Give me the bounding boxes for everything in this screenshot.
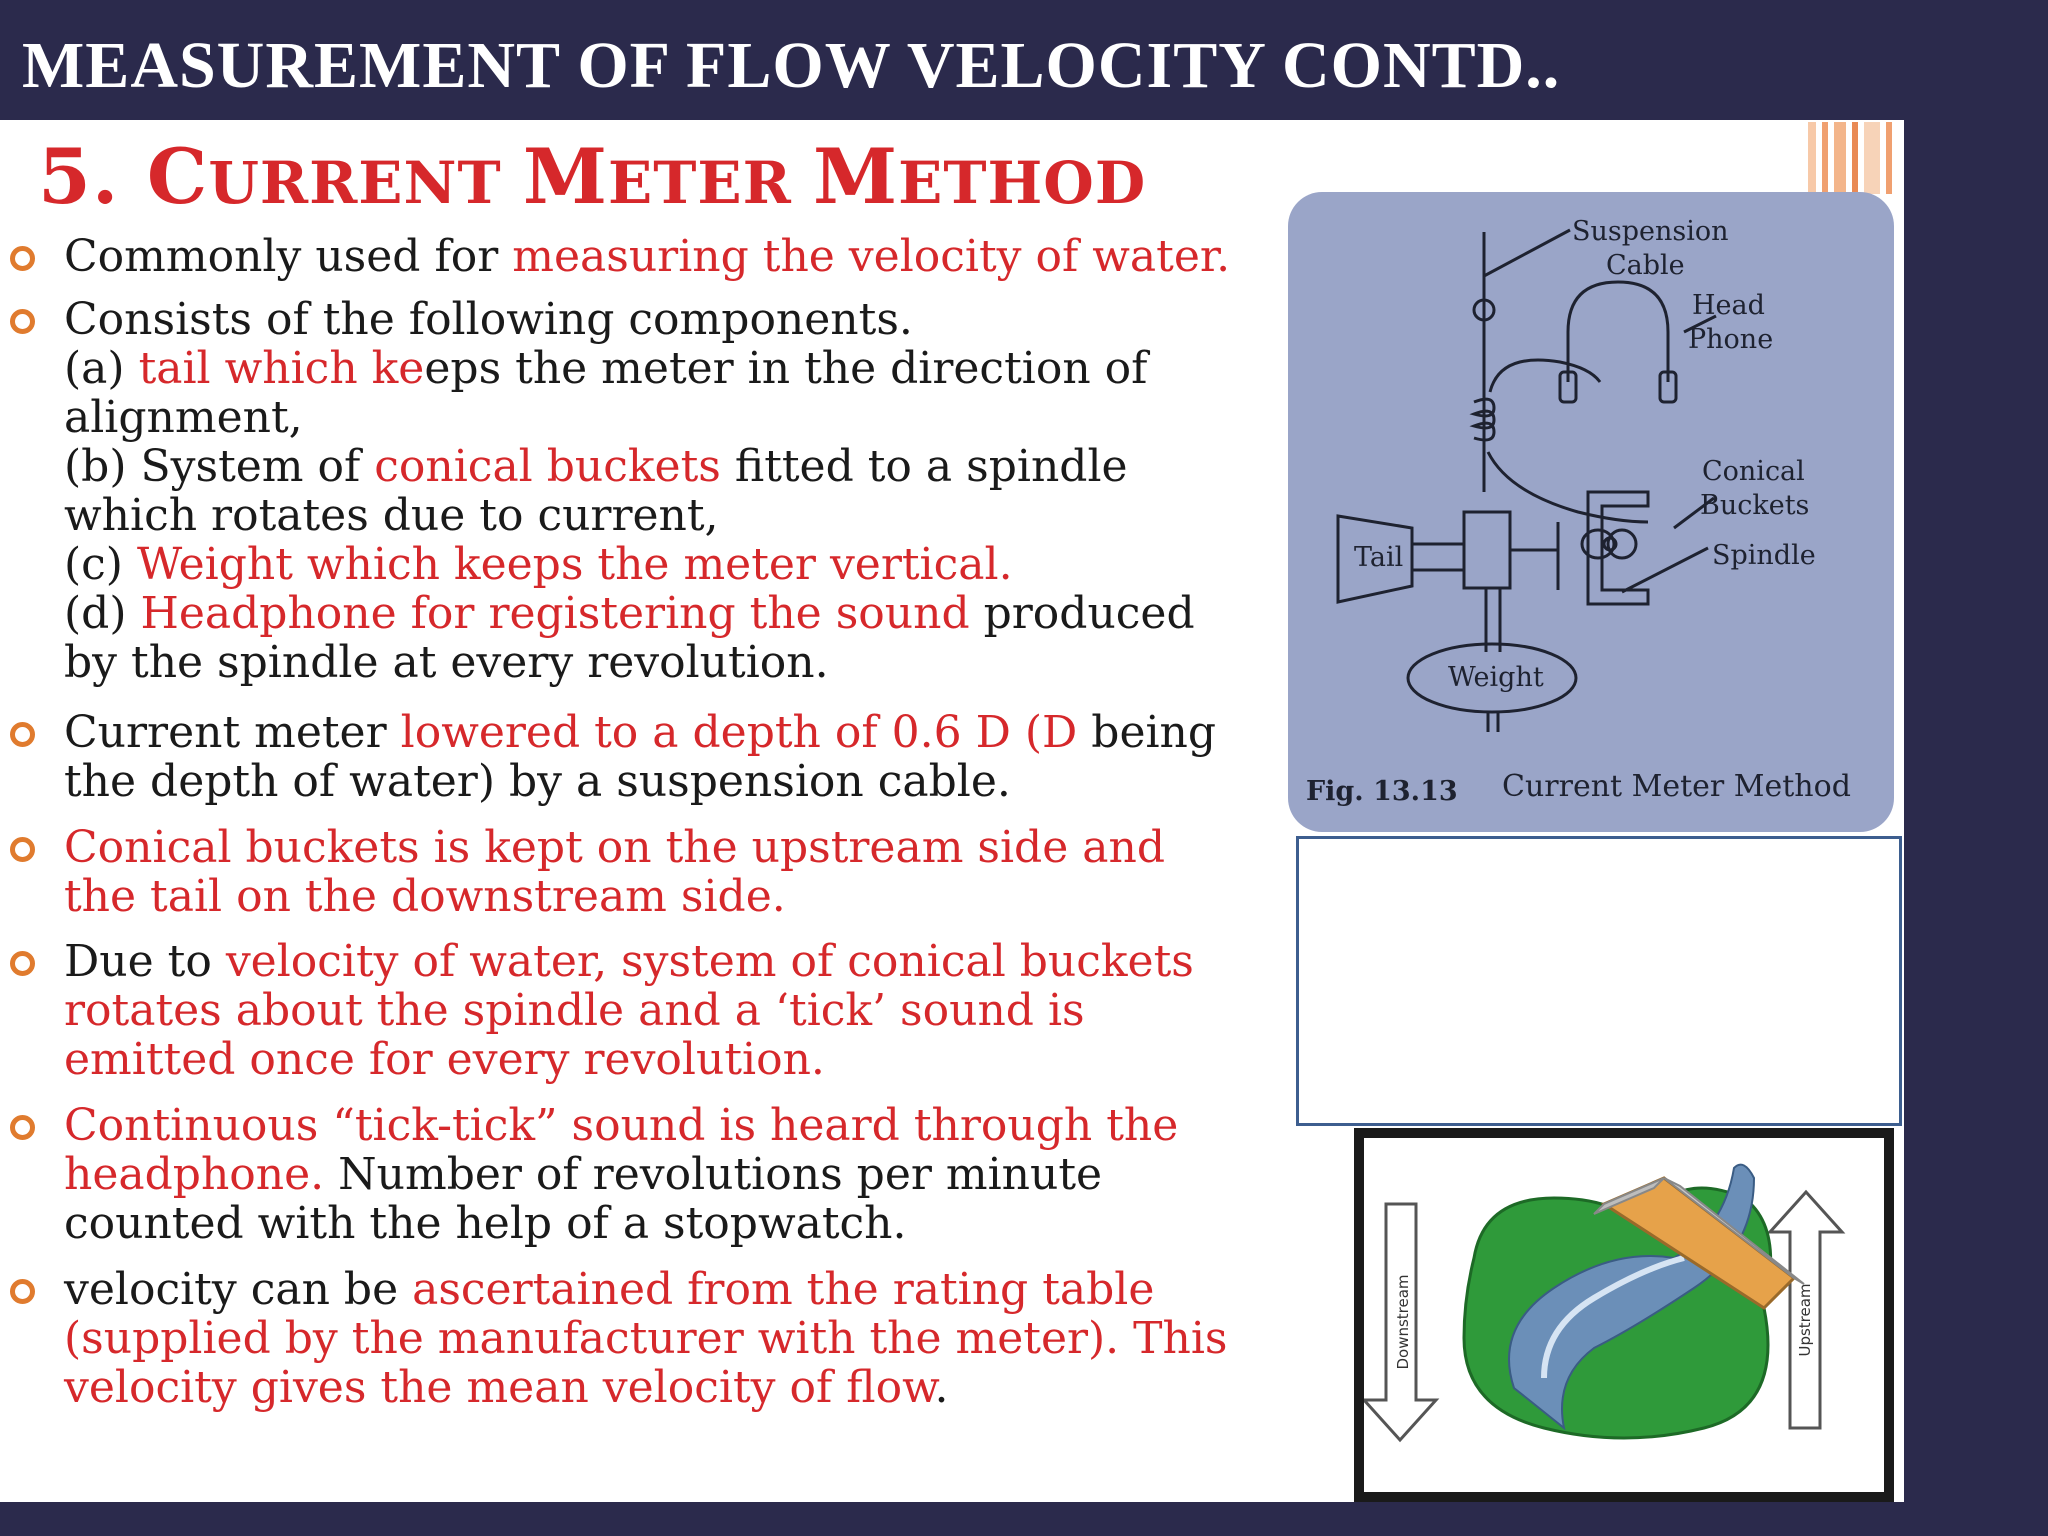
slide-title: MEASUREMENT OF FLOW VELOCITY CONTD.. (22, 29, 1561, 102)
section-heading: 5. CURRENT METER METHOD (38, 132, 1147, 221)
bullet-components: Consists of the following components. (a) tail which keeps the meter in the direction of alignment, (b) System of conical buckets fitted to a spindle which rotates due to current, (c) Weight which keeps the meter vertical. (d) Headphone for registering the sound produced by the spindle at every revolution. (64, 295, 1195, 687)
label-spindle: Spindle (1712, 540, 1816, 571)
bullet-marker (10, 1279, 35, 1304)
bullet-velocity-rating-table: velocity can be ascertained from the rating table (supplied by the manufacturer with the meter). This velocity gives the mean velocity of flow. (64, 1265, 1228, 1412)
downstream-label: Downstream (1394, 1274, 1412, 1370)
label-tail: Tail (1354, 542, 1404, 573)
label-cable: Cable (1606, 250, 1685, 281)
current-meter-diagram (1288, 192, 1894, 832)
bullet-commonly-used: Commonly used for measuring the velocity of water. (64, 232, 1230, 281)
empty-text-box (1296, 836, 1902, 1126)
bullet-conical-buckets-upstream: Conical buckets is kept on the upstream side and the tail on the downstream side. (64, 823, 1165, 921)
bullet-due-to-velocity: Due to velocity of water, system of conical buckets rotates about the spindle and a ‘tick’ sound is emitted once for every revolution. (64, 937, 1194, 1084)
label-weight: Weight (1448, 662, 1544, 693)
bullet-marker (10, 837, 35, 862)
bullet-marker (10, 246, 35, 271)
bullet-marker (10, 1115, 35, 1140)
downstream-arrow (1364, 1204, 1436, 1440)
figure-number: Fig. 13.13 (1306, 776, 1458, 807)
upstream-label: Upstream (1796, 1283, 1814, 1357)
accent-stripes (1808, 122, 1904, 194)
label-conical: Conical (1702, 456, 1805, 487)
bottom-band (0, 1502, 2048, 1536)
bullet-marker (10, 951, 35, 976)
label-head: Head (1692, 290, 1765, 321)
bullet-marker (10, 722, 35, 747)
river-illustration (1364, 1138, 1884, 1492)
label-phone: Phone (1688, 324, 1774, 355)
figure-caption: Current Meter Method (1502, 769, 1851, 804)
label-suspension: Suspension (1572, 216, 1729, 247)
bullet-current-meter-lowered: Current meter lowered to a depth of 0.6 D (D being the depth of water) by a suspension cable. (64, 708, 1216, 806)
bullet-continuous-tick: Continuous “tick-tick” sound is heard through the headphone. Number of revolutions per minute counted with the help of a stopwatch. (64, 1101, 1178, 1248)
bullet-marker (10, 309, 35, 334)
current-meter-figure (1288, 192, 1894, 832)
river-illustration-frame (1354, 1128, 1894, 1502)
upstream-arrow (1770, 1192, 1842, 1428)
label-buckets: Buckets (1700, 490, 1810, 521)
